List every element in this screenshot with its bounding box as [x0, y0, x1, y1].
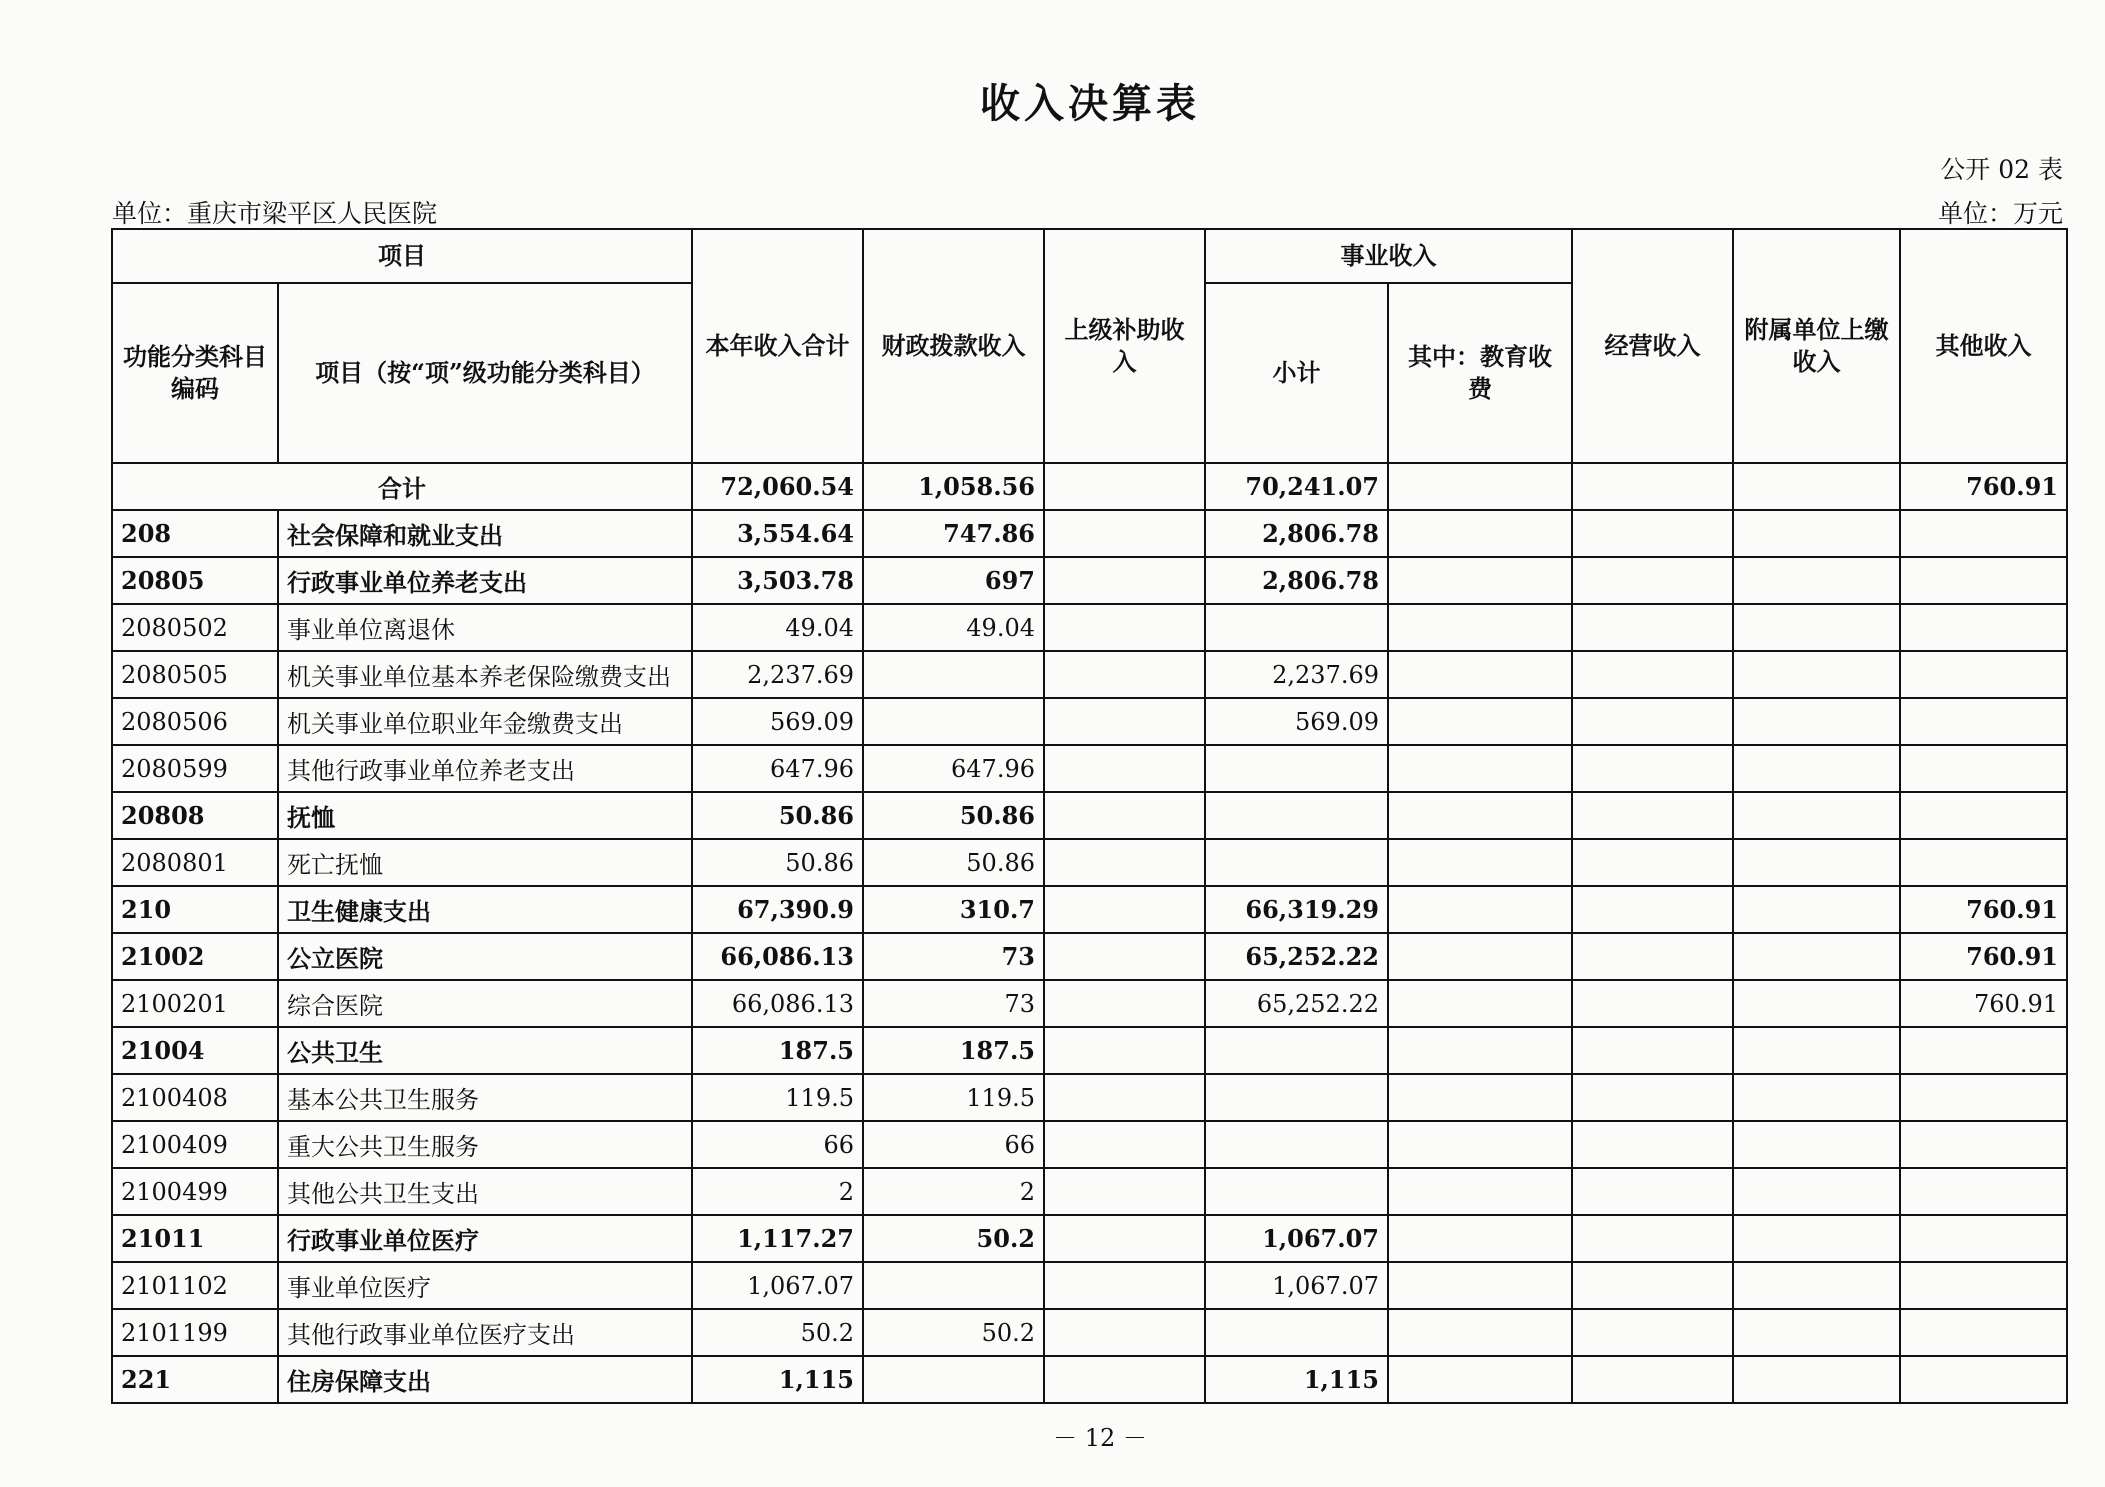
page-number: － 12 －: [1053, 1424, 1147, 1452]
row-operating: [1572, 1121, 1733, 1168]
row-affiliated: [1733, 1074, 1900, 1121]
row-superior: [1044, 698, 1205, 745]
row-education: [1388, 510, 1572, 557]
total-label: 合计: [112, 463, 692, 510]
row-operating: [1572, 792, 1733, 839]
row-subtotal: [1205, 604, 1388, 651]
row-other: [1900, 1309, 2067, 1356]
header-business: 事业收入: [1205, 229, 1572, 283]
row-affiliated: [1733, 1121, 1900, 1168]
row-code: 2100408: [112, 1074, 278, 1121]
row-affiliated: [1733, 980, 1900, 1027]
row-fiscal: 2: [863, 1168, 1044, 1215]
row-education: [1388, 1074, 1572, 1121]
row-name: 机关事业单位职业年金缴费支出: [278, 698, 692, 745]
header-education: 其中：教育收费: [1388, 283, 1572, 463]
row-total: 67,390.9: [692, 886, 863, 933]
row-superior: [1044, 745, 1205, 792]
row-affiliated: [1733, 745, 1900, 792]
row-code: 2080502: [112, 604, 278, 651]
row-code: 2080505: [112, 651, 278, 698]
row-affiliated: [1733, 1309, 1900, 1356]
row-affiliated: [1733, 1168, 1900, 1215]
table-row: [112, 886, 2067, 933]
header-total: 本年收入合计: [692, 229, 863, 463]
row-fiscal: 50.86: [863, 839, 1044, 886]
row-operating: [1572, 557, 1733, 604]
row-name: 社会保障和就业支出: [278, 510, 692, 557]
row-subtotal: [1205, 1027, 1388, 1074]
row-other: [1900, 651, 2067, 698]
form-number: 公开 02 表: [1940, 155, 2063, 184]
row-superior: [1044, 510, 1205, 557]
row-education: [1388, 1027, 1572, 1074]
row-operating: [1572, 886, 1733, 933]
row-subtotal: 2,806.78: [1205, 510, 1388, 557]
row-name: 卫生健康支出: [278, 886, 692, 933]
row-code: 2100499: [112, 1168, 278, 1215]
row-subtotal: [1205, 1074, 1388, 1121]
table-row: [112, 557, 2067, 604]
row-name: 行政事业单位医疗: [278, 1215, 692, 1262]
row-operating: [1572, 510, 1733, 557]
table-row: [112, 1121, 2067, 1168]
row-fiscal: 50.2: [863, 1309, 1044, 1356]
row-operating: [1572, 1168, 1733, 1215]
table-row: [112, 933, 2067, 980]
row-superior: [1044, 792, 1205, 839]
income-final-accounts-table: [111, 228, 2068, 1404]
total-total: 72,060.54: [692, 463, 863, 510]
row-subtotal: 2,806.78: [1205, 557, 1388, 604]
row-subtotal: 65,252.22: [1205, 980, 1388, 1027]
row-total: 66: [692, 1121, 863, 1168]
row-other: [1900, 1356, 2067, 1403]
row-superior: [1044, 651, 1205, 698]
row-other: [1900, 604, 2067, 651]
row-other: [1900, 1215, 2067, 1262]
page-title: 收入决算表: [980, 80, 1200, 127]
row-education: [1388, 1309, 1572, 1356]
row-education: [1388, 1121, 1572, 1168]
header-affiliated: 附属单位上缴收入: [1733, 229, 1900, 463]
row-total: 569.09: [692, 698, 863, 745]
row-name: 综合医院: [278, 980, 692, 1027]
total-affiliated: [1733, 463, 1900, 510]
row-other: [1900, 1262, 2067, 1309]
row-fiscal: 747.86: [863, 510, 1044, 557]
row-fiscal: 697: [863, 557, 1044, 604]
row-code: 21011: [112, 1215, 278, 1262]
row-superior: [1044, 1356, 1205, 1403]
row-affiliated: [1733, 557, 1900, 604]
table-row: [112, 1262, 2067, 1309]
row-name: 住房保障支出: [278, 1356, 692, 1403]
row-code: 2101102: [112, 1262, 278, 1309]
row-operating: [1572, 604, 1733, 651]
header-superior: 上级补助收入: [1044, 229, 1205, 463]
header-other: 其他收入: [1900, 229, 2067, 463]
row-name: 其他行政事业单位养老支出: [278, 745, 692, 792]
row-total: 1,117.27: [692, 1215, 863, 1262]
row-fiscal: 49.04: [863, 604, 1044, 651]
row-name: 事业单位医疗: [278, 1262, 692, 1309]
row-name: 公共卫生: [278, 1027, 692, 1074]
row-affiliated: [1733, 1262, 1900, 1309]
row-subtotal: [1205, 745, 1388, 792]
row-education: [1388, 886, 1572, 933]
row-operating: [1572, 980, 1733, 1027]
row-other: 760.91: [1900, 933, 2067, 980]
row-superior: [1044, 980, 1205, 1027]
row-subtotal: 1,067.07: [1205, 1262, 1388, 1309]
row-code: 2100409: [112, 1121, 278, 1168]
row-operating: [1572, 839, 1733, 886]
row-code: 21002: [112, 933, 278, 980]
row-operating: [1572, 745, 1733, 792]
row-operating: [1572, 1356, 1733, 1403]
row-affiliated: [1733, 1356, 1900, 1403]
row-total: 1,115: [692, 1356, 863, 1403]
row-operating: [1572, 1215, 1733, 1262]
row-education: [1388, 604, 1572, 651]
row-other: 760.91: [1900, 980, 2067, 1027]
total-row: [112, 463, 2067, 510]
row-education: [1388, 745, 1572, 792]
row-operating: [1572, 651, 1733, 698]
row-name: 重大公共卫生服务: [278, 1121, 692, 1168]
row-total: 647.96: [692, 745, 863, 792]
row-fiscal: [863, 651, 1044, 698]
row-code: 20808: [112, 792, 278, 839]
table-row: [112, 1027, 2067, 1074]
table-row: [112, 745, 2067, 792]
row-total: 49.04: [692, 604, 863, 651]
row-code: 2080506: [112, 698, 278, 745]
row-total: 66,086.13: [692, 933, 863, 980]
table-row: [112, 604, 2067, 651]
total-subtotal: 70,241.07: [1205, 463, 1388, 510]
row-fiscal: 647.96: [863, 745, 1044, 792]
row-other: [1900, 792, 2067, 839]
row-operating: [1572, 933, 1733, 980]
total-operating: [1572, 463, 1733, 510]
row-superior: [1044, 1309, 1205, 1356]
row-other: [1900, 698, 2067, 745]
row-operating: [1572, 1309, 1733, 1356]
table-row: [112, 1215, 2067, 1262]
currency-unit: 单位：万元: [1937, 199, 2063, 228]
row-superior: [1044, 1027, 1205, 1074]
total-other: 760.91: [1900, 463, 2067, 510]
row-education: [1388, 651, 1572, 698]
row-subtotal: [1205, 792, 1388, 839]
row-subtotal: 65,252.22: [1205, 933, 1388, 980]
row-affiliated: [1733, 839, 1900, 886]
row-name: 其他行政事业单位医疗支出: [278, 1309, 692, 1356]
row-other: [1900, 1168, 2067, 1215]
row-education: [1388, 1356, 1572, 1403]
row-education: [1388, 1168, 1572, 1215]
row-code: 21004: [112, 1027, 278, 1074]
row-fiscal: 50.2: [863, 1215, 1044, 1262]
row-total: 66,086.13: [692, 980, 863, 1027]
table-row: [112, 1309, 2067, 1356]
row-other: [1900, 1074, 2067, 1121]
row-superior: [1044, 933, 1205, 980]
row-fiscal: 119.5: [863, 1074, 1044, 1121]
row-other: [1900, 1121, 2067, 1168]
row-other: [1900, 557, 2067, 604]
table-row: [112, 839, 2067, 886]
row-affiliated: [1733, 792, 1900, 839]
row-affiliated: [1733, 604, 1900, 651]
row-education: [1388, 839, 1572, 886]
header-subtotal: 小计: [1205, 283, 1388, 463]
row-education: [1388, 698, 1572, 745]
row-name: 抚恤: [278, 792, 692, 839]
row-superior: [1044, 1074, 1205, 1121]
header-name: 项目（按“项”级功能分类科目）: [278, 283, 692, 463]
row-affiliated: [1733, 1215, 1900, 1262]
row-fiscal: 73: [863, 933, 1044, 980]
row-fiscal: 73: [863, 980, 1044, 1027]
table-row: [112, 980, 2067, 1027]
row-name: 事业单位离退休: [278, 604, 692, 651]
row-operating: [1572, 1074, 1733, 1121]
row-education: [1388, 980, 1572, 1027]
row-name: 死亡抚恤: [278, 839, 692, 886]
header-code: 功能分类科目编码: [112, 283, 278, 463]
row-fiscal: [863, 698, 1044, 745]
row-total: 187.5: [692, 1027, 863, 1074]
row-code: 2080599: [112, 745, 278, 792]
row-subtotal: 66,319.29: [1205, 886, 1388, 933]
table-row: [112, 651, 2067, 698]
row-superior: [1044, 1168, 1205, 1215]
row-other: [1900, 839, 2067, 886]
row-affiliated: [1733, 698, 1900, 745]
row-total: 2,237.69: [692, 651, 863, 698]
row-subtotal: [1205, 1309, 1388, 1356]
row-superior: [1044, 839, 1205, 886]
row-other: [1900, 510, 2067, 557]
row-superior: [1044, 1262, 1205, 1309]
row-other: [1900, 745, 2067, 792]
row-affiliated: [1733, 886, 1900, 933]
header-operating: 经营收入: [1572, 229, 1733, 463]
table-row: [112, 792, 2067, 839]
row-affiliated: [1733, 510, 1900, 557]
row-code: 20805: [112, 557, 278, 604]
table-row: [112, 1356, 2067, 1403]
row-subtotal: [1205, 1121, 1388, 1168]
row-code: 2080801: [112, 839, 278, 886]
row-total: 1,067.07: [692, 1262, 863, 1309]
row-code: 210: [112, 886, 278, 933]
row-subtotal: 1,115: [1205, 1356, 1388, 1403]
total-fiscal: 1,058.56: [863, 463, 1044, 510]
row-operating: [1572, 1027, 1733, 1074]
row-name: 行政事业单位养老支出: [278, 557, 692, 604]
row-subtotal: 1,067.07: [1205, 1215, 1388, 1262]
row-total: 119.5: [692, 1074, 863, 1121]
row-total: 3,503.78: [692, 557, 863, 604]
row-other: 760.91: [1900, 886, 2067, 933]
row-code: 2101199: [112, 1309, 278, 1356]
row-subtotal: [1205, 839, 1388, 886]
table-row: [112, 698, 2067, 745]
row-superior: [1044, 1215, 1205, 1262]
row-subtotal: [1205, 1168, 1388, 1215]
row-name: 公立医院: [278, 933, 692, 980]
table-row: [112, 1168, 2067, 1215]
total-superior: [1044, 463, 1205, 510]
row-affiliated: [1733, 651, 1900, 698]
row-education: [1388, 933, 1572, 980]
row-superior: [1044, 886, 1205, 933]
header-project: 项目: [112, 229, 692, 283]
row-fiscal: 66: [863, 1121, 1044, 1168]
row-education: [1388, 557, 1572, 604]
row-subtotal: 569.09: [1205, 698, 1388, 745]
row-code: 2100201: [112, 980, 278, 1027]
row-superior: [1044, 604, 1205, 651]
row-education: [1388, 1262, 1572, 1309]
header-fiscal: 财政拨款收入: [863, 229, 1044, 463]
table-row: [112, 1074, 2067, 1121]
row-fiscal: 50.86: [863, 792, 1044, 839]
row-affiliated: [1733, 1027, 1900, 1074]
row-fiscal: 187.5: [863, 1027, 1044, 1074]
row-education: [1388, 792, 1572, 839]
reporting-unit: 单位：重庆市梁平区人民医院: [112, 199, 438, 228]
row-affiliated: [1733, 933, 1900, 980]
row-total: 2: [692, 1168, 863, 1215]
row-total: 50.2: [692, 1309, 863, 1356]
row-code: 221: [112, 1356, 278, 1403]
total-education: [1388, 463, 1572, 510]
row-subtotal: 2,237.69: [1205, 651, 1388, 698]
row-fiscal: 310.7: [863, 886, 1044, 933]
row-total: 3,554.64: [692, 510, 863, 557]
row-total: 50.86: [692, 792, 863, 839]
table-row: [112, 510, 2067, 557]
row-fiscal: [863, 1356, 1044, 1403]
row-operating: [1572, 698, 1733, 745]
row-name: 机关事业单位基本养老保险缴费支出: [278, 651, 692, 698]
row-code: 208: [112, 510, 278, 557]
row-name: 基本公共卫生服务: [278, 1074, 692, 1121]
row-operating: [1572, 1262, 1733, 1309]
row-other: [1900, 1027, 2067, 1074]
row-superior: [1044, 557, 1205, 604]
row-name: 其他公共卫生支出: [278, 1168, 692, 1215]
row-superior: [1044, 1121, 1205, 1168]
row-education: [1388, 1215, 1572, 1262]
row-total: 50.86: [692, 839, 863, 886]
row-fiscal: [863, 1262, 1044, 1309]
